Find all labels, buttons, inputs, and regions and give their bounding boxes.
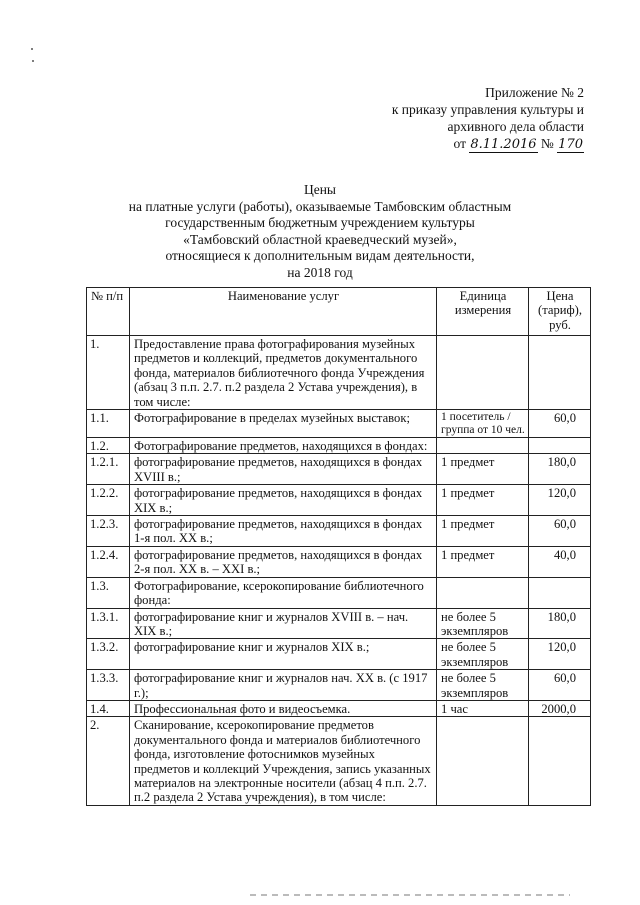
row-price bbox=[529, 577, 591, 608]
header-unit: Единица измерения bbox=[437, 288, 529, 336]
row-price bbox=[529, 717, 591, 805]
table-row bbox=[87, 546, 591, 577]
row-unit: 1 предмет bbox=[437, 546, 529, 577]
number-prefix: № bbox=[540, 136, 554, 151]
scan-speck bbox=[30, 48, 35, 62]
row-number: 1. bbox=[87, 336, 130, 410]
row-service-name: фотографирование предметов, находящихся в фондах XIX в.; bbox=[130, 485, 437, 516]
handwritten-number: 170 bbox=[558, 137, 583, 152]
row-number: 1.2.3. bbox=[87, 516, 130, 547]
row-price: 40,0 bbox=[529, 546, 591, 577]
row-unit: 1 предмет bbox=[437, 485, 529, 516]
row-price: 120,0 bbox=[529, 639, 591, 670]
table-header-row bbox=[87, 288, 591, 336]
row-unit bbox=[437, 438, 529, 454]
row-price: 120,0 bbox=[529, 485, 591, 516]
appendix-header bbox=[324, 84, 584, 153]
row-service-name: фотографирование книг и журналов XVIII в. – нач. XIX в.; bbox=[130, 608, 437, 639]
row-unit bbox=[437, 336, 529, 410]
price-table bbox=[86, 287, 591, 806]
table-row bbox=[87, 608, 591, 639]
table-row bbox=[87, 410, 591, 438]
table-row bbox=[87, 639, 591, 670]
row-service-name: фотографирование книг и журналов нач. XX в. (с 1917 г.); bbox=[130, 670, 437, 701]
row-number: 1.2.1. bbox=[87, 454, 130, 485]
row-number: 1.2. bbox=[87, 438, 130, 454]
table-row bbox=[87, 700, 591, 716]
header-num: № п/п bbox=[87, 288, 130, 336]
table-row bbox=[87, 336, 591, 410]
row-price: 60,0 bbox=[529, 516, 591, 547]
row-number: 1.3.3. bbox=[87, 670, 130, 701]
header-name: Наименование услуг bbox=[130, 288, 437, 336]
row-unit: 1 предмет bbox=[437, 516, 529, 547]
table-row bbox=[87, 454, 591, 485]
row-unit: не более 5 экземпляров bbox=[437, 670, 529, 701]
row-number: 1.2.2. bbox=[87, 485, 130, 516]
title-line-3: государственным бюджетным учреждением культуры bbox=[165, 215, 475, 230]
row-unit: не более 5 экземпляров bbox=[437, 639, 529, 670]
row-number: 1.3.2. bbox=[87, 639, 130, 670]
row-price: 180,0 bbox=[529, 608, 591, 639]
row-price bbox=[529, 336, 591, 410]
row-number: 1.1. bbox=[87, 410, 130, 438]
row-price: 2000,0 bbox=[529, 700, 591, 716]
row-number: 1.2.4. bbox=[87, 546, 130, 577]
table-body bbox=[87, 336, 591, 806]
row-service-name: Фотографирование предметов, находящихся в фондах: bbox=[130, 438, 437, 454]
row-unit bbox=[437, 577, 529, 608]
row-service-name: Фотографирование в пределах музейных выставок; bbox=[130, 410, 437, 438]
title-line-4: «Тамбовский областной краеведческий музей», bbox=[183, 231, 457, 247]
title-line-2: на платные услуги (работы), оказываемые Тамбовским областным bbox=[128, 198, 512, 214]
document-title bbox=[0, 182, 640, 281]
row-number: 2. bbox=[87, 717, 130, 805]
row-number: 1.4. bbox=[87, 700, 130, 716]
row-unit: 1 предмет bbox=[437, 454, 529, 485]
appendix-line-3: архивного дела области bbox=[447, 119, 584, 134]
handwritten-date: 8.11.2016 bbox=[470, 137, 537, 152]
row-unit: 1 посетитель / группа от 10 чел. bbox=[437, 410, 529, 438]
row-unit: не более 5 экземпляров bbox=[437, 608, 529, 639]
row-service-name: фотографирование предметов, находящихся в фондах XVIII в.; bbox=[130, 454, 437, 485]
table-row bbox=[87, 717, 591, 805]
title-line-6: на 2018 год bbox=[287, 264, 353, 280]
header-price-label: Цена (тариф), руб. bbox=[538, 289, 582, 332]
row-price bbox=[529, 438, 591, 454]
row-service-name: фотографирование предметов, находящихся в фондах 1-я пол. XX в.; bbox=[130, 516, 437, 547]
table-row bbox=[87, 485, 591, 516]
appendix-order-ref bbox=[324, 135, 584, 153]
header-price bbox=[529, 288, 591, 336]
row-service-name: Сканирование, ксерокопирование предметов документального фонда и материалов библиотечного фонда, изготовление фотоснимков музейных предметов и коллекций Учреждения, запись указанных материалов на электронные носители (абзац 4 п.п. 2.7. п.2 раздела 2 Устава учреждения), в том числе: bbox=[130, 717, 437, 805]
row-service-name: фотографирование предметов, находящихся в фондах 2-я пол. XX в. – XXI в.; bbox=[130, 546, 437, 577]
row-number: 1.3.1. bbox=[87, 608, 130, 639]
row-number: 1.3. bbox=[87, 577, 130, 608]
table-row bbox=[87, 577, 591, 608]
title-line-1: Цены bbox=[303, 182, 337, 197]
row-service-name: Профессиональная фото и видеосъемка. bbox=[130, 700, 437, 716]
appendix-line-2: к приказу управления культуры и bbox=[391, 102, 584, 117]
row-price: 60,0 bbox=[529, 410, 591, 438]
scan-artifact bbox=[250, 894, 570, 896]
row-unit: 1 час bbox=[437, 700, 529, 716]
table-row bbox=[87, 438, 591, 454]
title-line-5: относящиеся к дополнительным видам деятельности, bbox=[165, 248, 475, 263]
appendix-line-1: Приложение № 2 bbox=[485, 85, 584, 100]
from-prefix: от bbox=[453, 136, 466, 151]
table-row bbox=[87, 670, 591, 701]
row-service-name: Фотографирование, ксерокопирование библиотечного фонда: bbox=[130, 577, 437, 608]
row-service-name: фотографирование книг и журналов XIX в.; bbox=[130, 639, 437, 670]
row-service-name: Предоставление права фотографирования музейных предметов и коллекций, предметов документального фонда, материалов библиотечного фонда Учреждения (абзац 3 п.п. 2.7. п.2 раздела 2 Устава учреждения), в том числе: bbox=[130, 336, 437, 410]
row-price: 180,0 bbox=[529, 454, 591, 485]
table-row bbox=[87, 516, 591, 547]
row-unit bbox=[437, 717, 529, 805]
row-price: 60,0 bbox=[529, 670, 591, 701]
